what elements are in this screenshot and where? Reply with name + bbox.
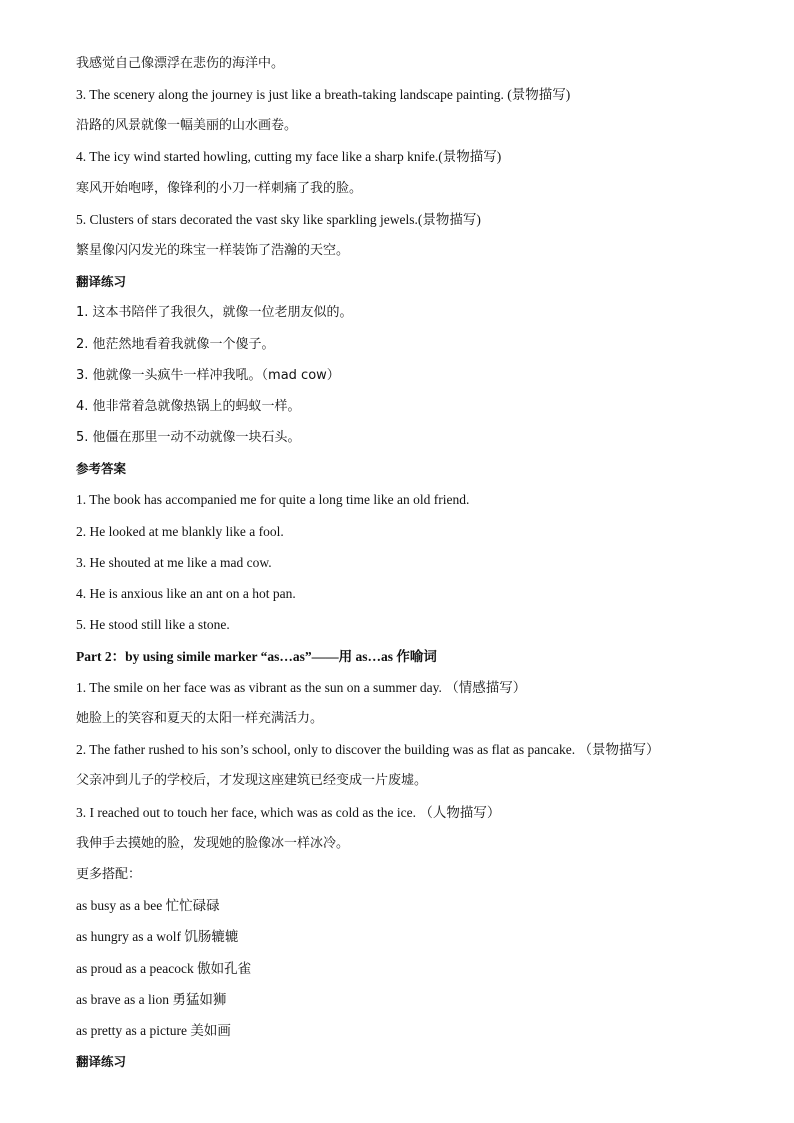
answer-item: 3. He shouted at me like a mad cow. xyxy=(76,555,272,570)
example-sentence: 3. The scenery along the journey is just like a breath-taking landscape painting. (景物描写) xyxy=(76,87,571,102)
answer-item: 2. He looked at me blankly like a fool. xyxy=(76,524,284,539)
exercise-item: 4. 他非常着急就像热锅上的蚂蚁一样。 xyxy=(76,399,301,414)
example-sentence: 2. The father rushed to his son’s school, only to discover the building was as flat as pancake. （景物描写） xyxy=(76,742,660,757)
exercise-item: 3. 他就像一头疯牛一样冲我吼。（mad cow） xyxy=(76,368,340,383)
chinese-sentence: 我伸手去摸她的脸，发现她的脸像冰一样冰冷。 xyxy=(76,836,350,851)
chinese-sentence: 我感觉自己像漂浮在悲伤的海洋中。 xyxy=(76,56,285,71)
exercise-item: 2. 他茫然地看着我就像一个傻子。 xyxy=(76,337,275,352)
section-heading: 参考答案 xyxy=(76,461,127,476)
example-sentence: 5. Clusters of stars decorated the vast sky like sparkling jewels.(景物描写) xyxy=(76,212,481,227)
answer-item: 1. The book has accompanied me for quite a long time like an old friend. xyxy=(76,492,470,507)
example-sentence: 3. I reached out to touch her face, which was as cold as the ice. （人物描写） xyxy=(76,805,501,820)
exercise-item: 5. 他僵在那里一动不动就像一块石头。 xyxy=(76,430,301,445)
collocation-item: as proud as a peacock 傲如孔雀 xyxy=(76,961,252,976)
answer-item: 5. He stood still like a stone. xyxy=(76,617,230,632)
example-sentence: 4. The icy wind started howling, cutting my face like a sharp knife.(景物描写) xyxy=(76,149,502,164)
chinese-sentence: 寒风开始咆哮，像锋利的小刀一样刺痛了我的脸。 xyxy=(76,181,363,196)
answer-item: 4. He is anxious like an ant on a hot pan. xyxy=(76,586,296,601)
collocation-item: as busy as a bee 忙忙碌碌 xyxy=(76,898,220,913)
chinese-sentence: 她脸上的笑容和夏天的太阳一样充满活力。 xyxy=(76,711,324,726)
collocation-item: as brave as a lion 勇猛如狮 xyxy=(76,992,227,1007)
chinese-sentence: 父亲冲到儿子的学校后，才发现这座建筑已经变成一片废墟。 xyxy=(76,773,428,788)
collocation-item: as pretty as a picture 美如画 xyxy=(76,1023,231,1038)
part-heading: Part 2：by using simile marker “as…as”——用 as…as 作喻词 xyxy=(76,649,437,664)
example-sentence: 1. The smile on her face was as vibrant as the sun on a summer day. （情感描写） xyxy=(76,680,527,695)
section-heading: 翻译练习 xyxy=(76,274,127,289)
section-heading: 翻译练习 xyxy=(76,1054,127,1069)
chinese-sentence: 沿路的风景就像一幅美丽的山水画卷。 xyxy=(76,118,298,133)
collocation-item: as hungry as a wolf 饥肠辘辘 xyxy=(76,929,239,944)
exercise-item: 1. 这本书陪伴了我很久，就像一位老朋友似的。 xyxy=(76,305,353,320)
more-collocations-label: 更多搭配： xyxy=(76,867,142,882)
chinese-sentence: 繁星像闪闪发光的珠宝一样装饰了浩瀚的天空。 xyxy=(76,243,350,258)
